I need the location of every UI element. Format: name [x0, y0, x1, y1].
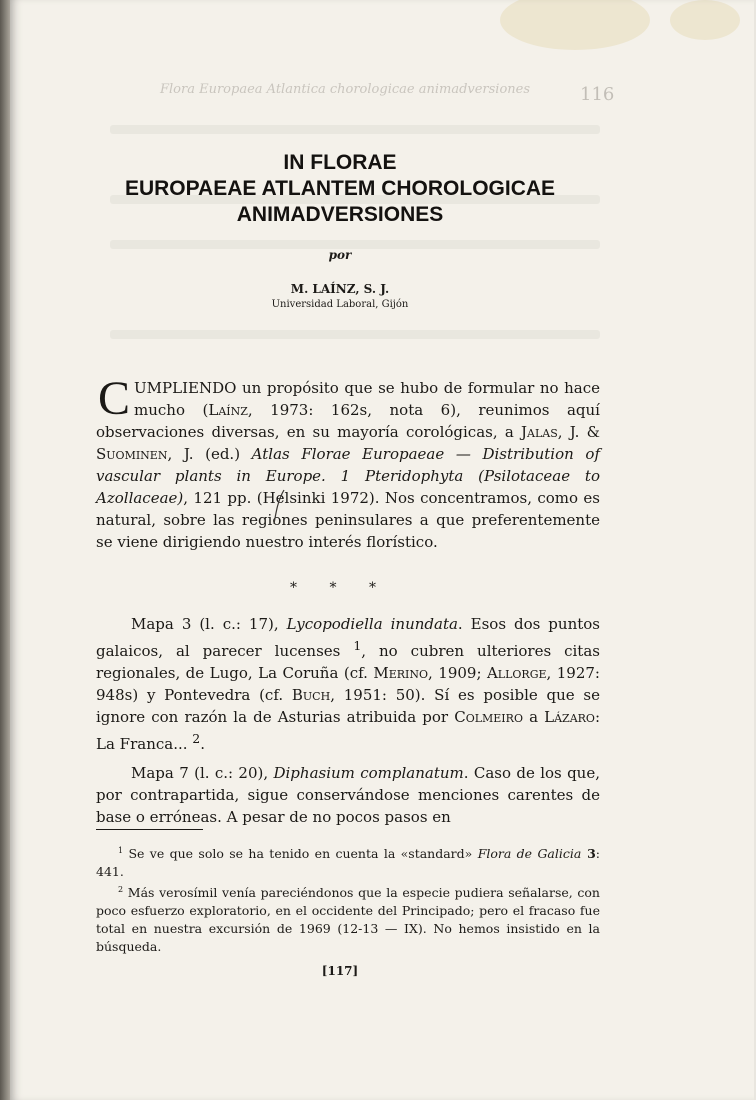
- author-citation: Suominen: [96, 445, 168, 463]
- drop-cap: C: [98, 372, 131, 425]
- footnote-mark: 2: [118, 885, 124, 895]
- footnote-ref: 1: [353, 638, 362, 653]
- author-citation: Buch: [291, 686, 331, 704]
- paper-stain: [670, 0, 740, 40]
- footnote-bold: 3: [581, 846, 596, 862]
- footnote-1: [96, 842, 600, 881]
- book-title: Atlas Florae Europaeae — Distribution of vascular plants in Europe. 1 Pteridophyta (Psilotaceae to Azollaceae): [96, 445, 600, 507]
- species-name: Lycopodiella inundata: [286, 615, 458, 633]
- paragraph-text: a: [522, 708, 545, 726]
- paragraph-text: , 1927: 948s) y Pontevedra (cf.: [96, 664, 600, 704]
- species-name: Diphasium complanatum: [273, 764, 464, 782]
- intro-text: , 121 pp. (Helsinki 1972). Nos concentramos, como es natural, sobre las regiones peninsulares a que preferentemente se viene dirigiendo nuestro interés florístico.: [96, 489, 600, 551]
- byline-por: por: [328, 248, 352, 262]
- author-citation: Lázaro: [544, 708, 595, 726]
- intro-text: UMPLIENDO: [134, 379, 237, 397]
- footnote-text: : 441.: [96, 846, 600, 880]
- paragraph-text: .: [200, 735, 206, 753]
- footnote-text: Se ve que solo se ha tenido en cuenta la «standard»: [123, 846, 478, 862]
- paragraph-text: , no cubren ulteriores citas regionales, de Lugo, La Coruña (cf.: [96, 642, 600, 682]
- footnote-mark: 1: [118, 846, 124, 855]
- paragraph-text: Mapa 3 (l. c.: 17),: [131, 615, 287, 633]
- intro-text: un propósito que se hubo de formular no hace mucho (: [134, 379, 600, 419]
- author-citation: Jalas: [521, 423, 558, 441]
- title-line: IN FLORAE: [283, 151, 397, 174]
- title-line: ANIMADVERSIONES: [236, 203, 444, 226]
- footnotes: [96, 842, 600, 956]
- footnote-rule: [96, 829, 203, 830]
- paragraph-text: Mapa 7 (l. c.: 20),: [131, 764, 274, 782]
- author-citation: Laínz: [208, 401, 248, 419]
- intro-text: , 1973: 162s, nota 6), reunimos aquí observaciones diversas, en su mayoría corológicas, a: [96, 401, 600, 441]
- pencil-mark: [270, 488, 290, 528]
- author-citation: Merino: [373, 664, 429, 682]
- intro-paragraph: [96, 372, 600, 553]
- footnote-italic: Flora de Galicia: [477, 846, 582, 862]
- author-citation: Allorge: [486, 664, 547, 682]
- paragraph-text: , 1951: 50). Sí es posible que se ignore con razón la de Asturias atribuida por: [96, 686, 600, 726]
- paragraph-text: . Esos dos puntos galaicos, al parecer lucenses: [96, 615, 600, 660]
- paper-stain: [500, 0, 650, 50]
- section-separator: * * *: [290, 580, 390, 596]
- paragraph-text: , 1909;: [428, 664, 487, 682]
- intro-text: , J. (ed.): [167, 445, 252, 463]
- bleed-through-line: [110, 125, 600, 134]
- article-title: [80, 150, 600, 228]
- intro-text: , J. &: [557, 423, 600, 441]
- footnote-text: Más verosímil venía pareciéndonos que la especie pudiera señalarse, con poco esfuerzo exploratorio, en el occidente del Principado; pero el fracaso fue total en nuestra excursión de 1969 (12-13 — IX). No hemos insistido en la búsqueda.: [96, 885, 600, 955]
- bleed-through-page-number: 116: [580, 84, 615, 105]
- author-affiliation: Universidad Laboral, Gijón: [271, 299, 409, 310]
- page-number: [117]: [321, 964, 359, 978]
- bleed-through-header: Flora Europaea Atlantica chorologicae animadversiones: [160, 82, 531, 97]
- footnote-2: [96, 881, 600, 956]
- author-name: M. LAÍNZ, S. J.: [290, 282, 390, 296]
- footnote-ref: 2: [192, 731, 201, 746]
- title-line: EUROPAEAE ATLANTEM CHOROLOGICAE: [124, 177, 556, 200]
- paragraph-text: : La Franca...: [96, 708, 600, 753]
- paragraph-text: . Caso de los que, por contrapartida, sigue conservándose menciones carentes de base o erróneas. A pesar de no pocos pasos en: [96, 764, 600, 826]
- bleed-through-line: [110, 330, 600, 339]
- mapa-3-paragraph: [96, 613, 600, 755]
- author-citation: Colmeiro: [454, 708, 523, 726]
- mapa-7-paragraph: [96, 762, 600, 828]
